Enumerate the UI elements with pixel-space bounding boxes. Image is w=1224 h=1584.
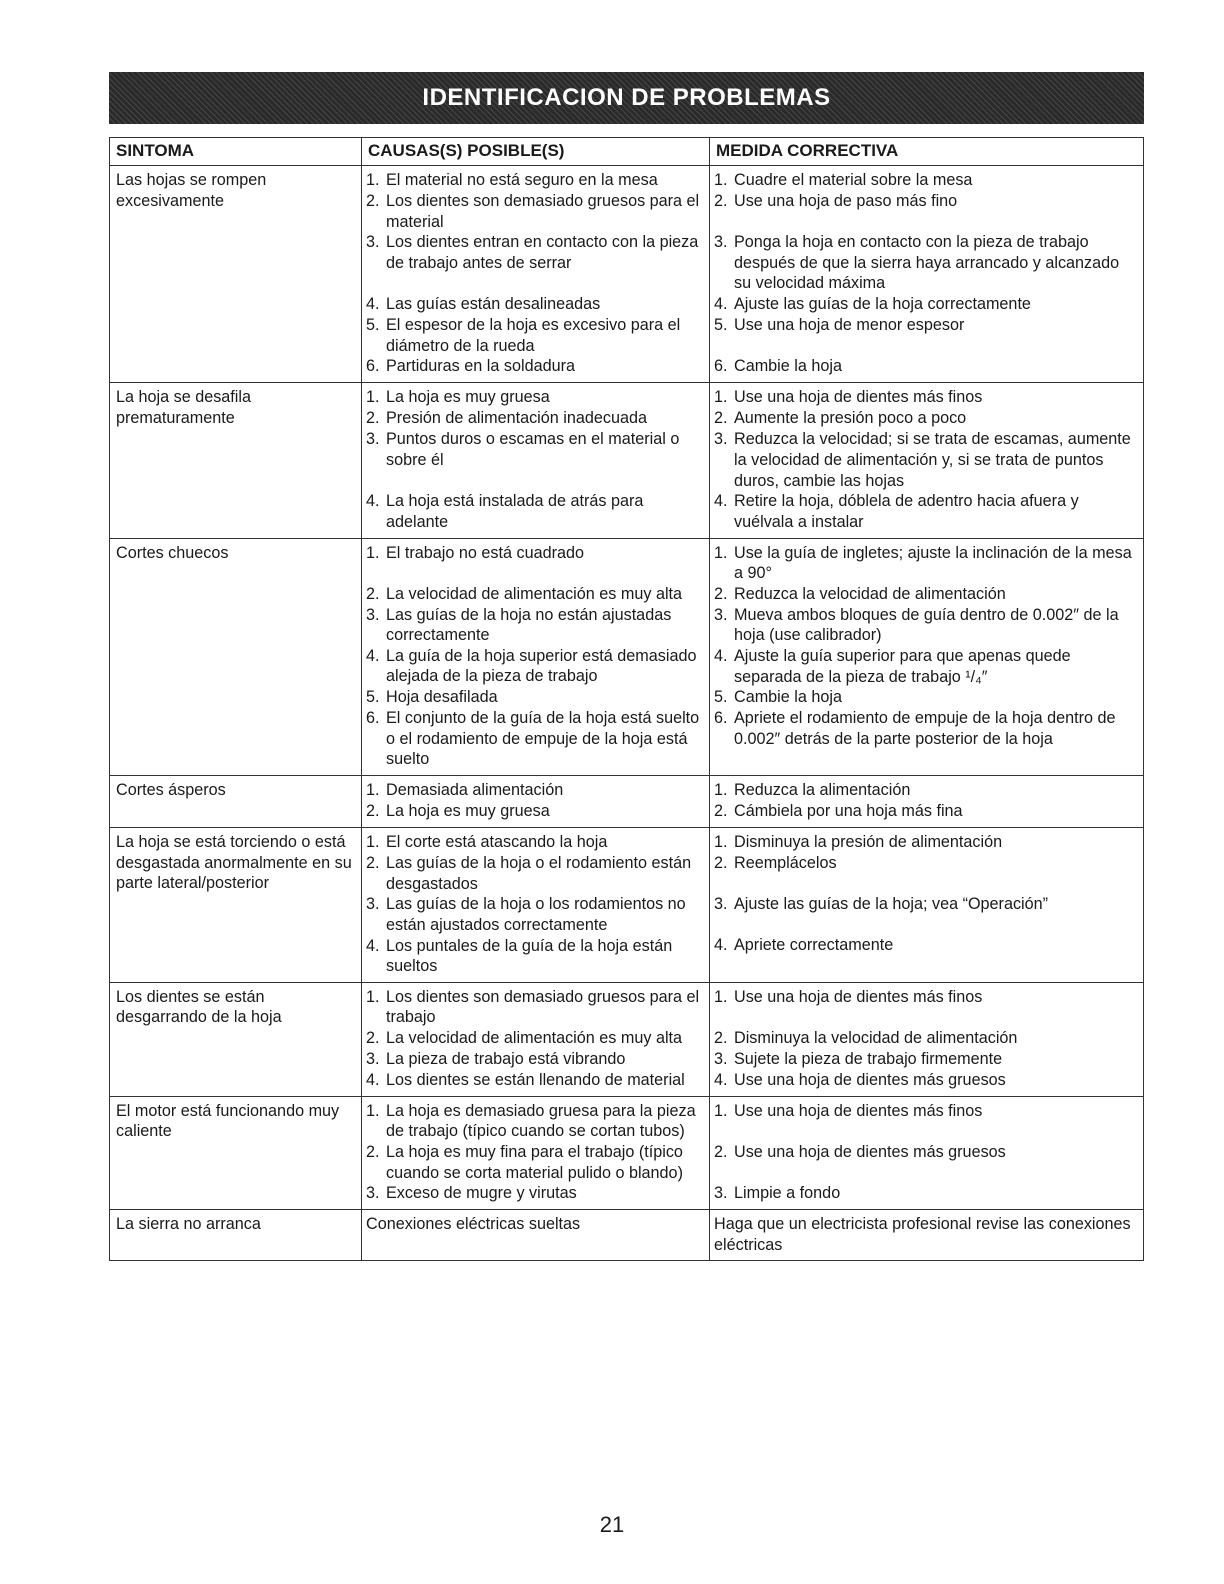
remedy-item-text: Cuadre el material sobre la mesa xyxy=(734,171,973,189)
remedy-item-text: Use una hoja de dientes más finos xyxy=(734,987,983,1006)
cause-item-number: 3. xyxy=(366,233,380,252)
remedy-item xyxy=(714,1101,1140,1142)
cause-item xyxy=(366,987,706,1028)
symptom-cell: Los dientes se están desgarrando de la hoja xyxy=(110,982,362,1096)
remedy-item xyxy=(714,429,1140,491)
remedy-item xyxy=(714,894,1140,935)
remedy-item-text: Ponga la hoja en contacto con la pieza de trabajo después de que la sierra haya arrancado y alcanzado su velocidad máxima xyxy=(734,233,1120,293)
remedy-item-text: Use una hoja de dientes más gruesos xyxy=(734,1070,1006,1089)
remedy-item-number: 5. xyxy=(714,688,728,707)
remedy-cell xyxy=(710,776,1144,828)
remedy-item xyxy=(714,1142,1140,1183)
table-row xyxy=(110,166,1144,383)
remedy-item-number: 1. xyxy=(714,388,728,407)
cause-item-number: 2. xyxy=(366,854,380,873)
cause-item-number: 3. xyxy=(366,605,380,624)
remedy-item xyxy=(714,1183,1140,1204)
remedy-item-number: 2. xyxy=(714,584,728,603)
remedy-item-number: 2. xyxy=(714,1142,728,1161)
title-banner xyxy=(109,72,1144,124)
remedy-cell xyxy=(710,1096,1144,1209)
remedy-item-text: Sujete la pieza de trabajo firmemente xyxy=(734,1049,1003,1068)
cause-item xyxy=(366,429,706,491)
remedy-item-number: 1. xyxy=(714,781,728,800)
cause-item-text: El corte está atascando la hoja xyxy=(386,833,608,852)
table-row xyxy=(110,828,1144,983)
cause-item-number: 2. xyxy=(366,192,380,210)
remedy-item-number: 4. xyxy=(714,492,728,511)
remedy-item xyxy=(714,315,1140,356)
remedy-item-text: Haga que un electricista profesional revise las conexiones eléctricas xyxy=(714,1215,1131,1254)
remedy-item-text: Mueva ambos bloques de guía dentro de 0.002″ de la hoja (use calibrador) xyxy=(734,605,1119,645)
page-number: 21 xyxy=(599,1512,625,1537)
cause-item-text: Las guías están desalineadas xyxy=(386,295,601,314)
cause-item xyxy=(366,408,706,429)
cause-cell xyxy=(362,1096,710,1209)
cause-item xyxy=(366,491,706,532)
cause-item-text: Los dientes son demasiado gruesos para el trabajo xyxy=(386,987,700,1027)
remedy-item xyxy=(714,687,1140,708)
remedy-cell xyxy=(710,1210,1144,1261)
remedy-item-number: 3. xyxy=(714,895,728,914)
remedy-item-text: Use una hoja de menor espesor xyxy=(734,316,965,334)
remedy-item-text: Cámbiela por una hoja más fina xyxy=(734,802,963,821)
cause-item xyxy=(366,605,706,646)
remedy-item-text: Cambie la hoja xyxy=(734,688,842,707)
cause-item-number: 2. xyxy=(366,1143,380,1162)
remedy-item-number: 3. xyxy=(714,605,728,624)
cause-item-number: 1. xyxy=(366,1101,380,1120)
remedy-item xyxy=(714,584,1140,605)
remedy-item-number: 1. xyxy=(714,171,728,189)
table-row xyxy=(110,383,1144,538)
remedy-item-number: 2. xyxy=(714,1028,728,1047)
remedy-item-text: Cambie la hoja xyxy=(734,357,842,375)
cause-item-text: Las guías de la hoja o los rodamientos no están ajustados correctamente xyxy=(386,895,686,934)
remedy-cell xyxy=(710,383,1144,538)
cause-item-text: Las guías de la hoja o el rodamiento están desgastados xyxy=(386,854,692,893)
cause-item-text: La hoja es muy gruesa xyxy=(386,802,550,821)
cause-item xyxy=(366,315,706,356)
table-row xyxy=(110,538,1144,776)
cause-item-text: El conjunto de la guía de la hoja está suelto o el rodamiento de empuje de la hoja está suelto xyxy=(386,708,700,769)
remedy-item-number: 4. xyxy=(714,295,728,313)
cause-item-number: 1. xyxy=(366,171,380,189)
cause-item-number: 3. xyxy=(366,430,380,449)
symptom-cell: La hoja se está torciendo o está desgastada anormalmente en su parte lateral/posterior xyxy=(110,828,362,983)
remedy-item-text: Apriete el rodamiento de empuje de la hoja dentro de 0.002″ detrás de la parte posterior de la hoja xyxy=(734,709,1116,748)
remedy-item-text: Use una hoja de dientes más finos xyxy=(734,388,983,407)
cause-item-number: 6. xyxy=(366,357,380,376)
remedy-item-text: Aumente la presión poco a poco xyxy=(734,409,967,428)
cause-item xyxy=(366,1214,706,1255)
cause-item-number: 2. xyxy=(366,1028,380,1047)
remedy-cell xyxy=(710,538,1144,776)
cause-item-text: El espesor de la hoja es excesivo para el diámetro de la rueda xyxy=(386,316,681,355)
cause-item-text: La velocidad de alimentación es muy alta xyxy=(386,584,683,603)
remedy-item xyxy=(714,605,1140,646)
cause-item-number: 4. xyxy=(366,646,380,665)
remedy-item xyxy=(714,170,1140,191)
table-body xyxy=(110,166,1144,1261)
cause-cell xyxy=(362,828,710,983)
cause-item xyxy=(366,936,706,977)
remedy-item xyxy=(714,708,1140,770)
header-remedy: MEDIDA CORRECTIVA xyxy=(710,138,1144,166)
table-row xyxy=(110,1096,1144,1209)
remedy-item-number: 4. xyxy=(714,936,728,955)
remedy-item xyxy=(714,853,1140,894)
cause-item-text: Exceso de mugre y virutas xyxy=(386,1184,577,1203)
cause-item xyxy=(366,356,706,377)
remedy-item-text: Use una hoja de dientes más finos xyxy=(734,1101,983,1120)
header-symptom: SINTOMA xyxy=(110,138,362,166)
remedy-item-number: 1. xyxy=(714,1101,728,1120)
remedy-item xyxy=(714,1214,1140,1255)
remedy-item-text: Limpie a fondo xyxy=(734,1183,841,1202)
remedy-item xyxy=(714,294,1140,315)
cause-item xyxy=(366,584,706,605)
remedy-item-number: 2. xyxy=(714,802,728,821)
cause-item-text: Los dientes se están llenando de material xyxy=(386,1070,685,1089)
cause-item xyxy=(366,894,706,935)
remedy-item-number: 4. xyxy=(714,646,728,665)
cause-item xyxy=(366,191,706,232)
remedy-item xyxy=(714,935,1140,976)
cause-item xyxy=(366,1142,706,1183)
cause-cell xyxy=(362,538,710,776)
header-cause: CAUSAS(S) POSIBLE(S) xyxy=(362,138,710,166)
cause-item-number: 5. xyxy=(366,316,380,335)
cause-item xyxy=(366,1070,706,1091)
header-row xyxy=(110,138,1144,166)
remedy-item-text: Retire la hoja, dóblela de adentro hacia afuera y vuélvala a instalar xyxy=(734,492,1079,531)
cause-item xyxy=(366,708,706,770)
remedy-item-text: Ajuste la guía superior para que apenas quede separada de la pieza de trabajo ¹/₄″ xyxy=(734,646,1071,686)
remedy-item xyxy=(714,780,1140,801)
cause-item-number: 4. xyxy=(366,936,380,955)
cause-item-number: 4. xyxy=(366,492,380,511)
cause-item xyxy=(366,170,706,191)
remedy-item-text: Disminuya la velocidad de alimentación xyxy=(734,1028,1018,1047)
cause-cell xyxy=(362,776,710,828)
cause-item-number: 1. xyxy=(366,987,380,1006)
remedy-item-number: 3. xyxy=(714,1049,728,1068)
cause-item-number: 1. xyxy=(366,781,380,800)
cause-item xyxy=(366,1049,706,1070)
cause-item-text: Conexiones eléctricas sueltas xyxy=(366,1215,581,1234)
cause-item xyxy=(366,232,706,294)
remedy-item xyxy=(714,832,1140,853)
remedy-item xyxy=(714,543,1140,584)
cause-item-text: La hoja está instalada de atrás para adelante xyxy=(386,492,644,531)
remedy-item-number: 3. xyxy=(714,430,728,449)
cause-item-number: 4. xyxy=(366,295,380,314)
remedy-item xyxy=(714,801,1140,822)
cause-item-text: El material no está seguro en la mesa xyxy=(386,171,658,189)
remedy-item-number: 6. xyxy=(714,709,728,728)
cause-item-text: Demasiada alimentación xyxy=(386,781,564,800)
cause-item-text: La hoja es muy gruesa xyxy=(386,388,550,407)
remedy-item xyxy=(714,646,1140,687)
remedy-item-text: Use una hoja de paso más fino xyxy=(734,192,958,210)
cause-item-text: Puntos duros o escamas en el material o sobre él xyxy=(386,430,680,469)
remedy-item-number: 3. xyxy=(714,233,728,251)
remedy-item xyxy=(714,1070,1140,1091)
remedy-cell xyxy=(710,982,1144,1096)
cause-item-number: 1. xyxy=(366,833,380,852)
cause-item-text: Hoja desafilada xyxy=(386,687,498,706)
symptom-cell: Cortes chuecos xyxy=(110,538,362,776)
cause-item-number: 4. xyxy=(366,1070,380,1089)
cause-item-number: 6. xyxy=(366,708,380,727)
remedy-item-text: Apriete correctamente xyxy=(734,936,894,955)
symptom-cell: El motor está funcionando muy caliente xyxy=(110,1096,362,1209)
remedy-item-text: Ajuste las guías de la hoja; vea “Operación” xyxy=(734,895,1049,914)
remedy-item-number: 5. xyxy=(714,316,728,334)
remedy-item xyxy=(714,1049,1140,1070)
cause-item xyxy=(366,687,706,708)
cause-item xyxy=(366,387,706,408)
cause-item xyxy=(366,832,706,853)
remedy-item xyxy=(714,408,1140,429)
remedy-item-text: Reduzca la alimentación xyxy=(734,781,911,800)
remedy-item-number: 1. xyxy=(714,987,728,1006)
cause-item xyxy=(366,801,706,822)
cause-item-text: Las guías de la hoja no están ajustadas correctamente xyxy=(386,605,672,645)
remedy-cell xyxy=(710,166,1144,383)
cause-item-text: Los dientes entran en contacto con la pieza de trabajo antes de serrar xyxy=(386,233,699,272)
cause-item-text: Los dientes son demasiado gruesos para el material xyxy=(386,192,700,231)
remedy-item-text: Use la guía de ingletes; ajuste la inclinación de la mesa a 90° xyxy=(734,543,1132,583)
remedy-item xyxy=(714,356,1140,377)
remedy-item-text: Reemplácelos xyxy=(734,854,837,873)
table-row xyxy=(110,776,1144,828)
cause-item-number: 3. xyxy=(366,1184,380,1203)
cause-item xyxy=(366,543,706,584)
cause-item-text: La hoja es demasiado gruesa para la pieza de trabajo (típico cuando se cortan tubos) xyxy=(386,1101,696,1141)
cause-item-number: 2. xyxy=(366,409,380,428)
remedy-item-text: Reduzca la velocidad de alimentación xyxy=(734,584,1006,603)
cause-item-text: La guía de la hoja superior está demasiado alejada de la pieza de trabajo xyxy=(386,646,697,686)
cause-item-number: 1. xyxy=(366,543,380,562)
page-title: IDENTIFICACION DE PROBLEMAS xyxy=(422,84,831,111)
symptom-cell: La sierra no arranca xyxy=(110,1210,362,1261)
remedy-item xyxy=(714,987,1140,1028)
symptom-cell: Cortes ásperos xyxy=(110,776,362,828)
cause-item-text: El trabajo no está cuadrado xyxy=(386,543,584,562)
remedy-item-text: Ajuste las guías de la hoja correctamente xyxy=(734,295,1031,313)
cause-item xyxy=(366,646,706,687)
cause-item-text: Partiduras en la soldadura xyxy=(386,357,575,376)
remedy-item-number: 6. xyxy=(714,357,728,375)
cause-item-text: La velocidad de alimentación es muy alta xyxy=(386,1028,683,1047)
remedy-item-number: 2. xyxy=(714,192,728,210)
remedy-item-text: Disminuya la presión de alimentación xyxy=(734,833,1003,852)
cause-item-number: 3. xyxy=(366,895,380,914)
remedy-item xyxy=(714,191,1140,232)
remedy-item xyxy=(714,387,1140,408)
cause-item-text: Presión de alimentación inadecuada xyxy=(386,409,647,428)
cause-item-text: Los puntales de la guía de la hoja están sueltos xyxy=(386,936,673,976)
remedy-item-number: 4. xyxy=(714,1070,728,1089)
symptom-cell: La hoja se desafila prematuramente xyxy=(110,383,362,538)
cause-cell xyxy=(362,166,710,383)
remedy-item-number: 3. xyxy=(714,1183,728,1202)
remedy-item xyxy=(714,232,1140,294)
troubleshooting-table xyxy=(109,137,1144,1261)
cause-item-number: 2. xyxy=(366,584,380,603)
cause-item-text: La pieza de trabajo está vibrando xyxy=(386,1049,626,1068)
symptom-cell: Las hojas se rompen excesivamente xyxy=(110,166,362,383)
cause-item-number: 3. xyxy=(366,1049,380,1068)
remedy-item-number: 2. xyxy=(714,409,728,428)
remedy-cell xyxy=(710,828,1144,983)
cause-item xyxy=(366,780,706,801)
cause-cell xyxy=(362,383,710,538)
table-row xyxy=(110,982,1144,1096)
cause-item xyxy=(366,1183,706,1204)
cause-cell xyxy=(362,982,710,1096)
cause-item xyxy=(366,1101,706,1142)
remedy-item-text: Reduzca la velocidad; si se trata de escamas, aumente la velocidad de alimentación y, si se trata de puntos duros, cambie las hojas xyxy=(734,430,1131,490)
remedy-item xyxy=(714,491,1140,532)
remedy-item-number: 1. xyxy=(714,833,728,852)
cause-item-number: 1. xyxy=(366,388,380,407)
cause-item xyxy=(366,1028,706,1049)
cause-item xyxy=(366,294,706,315)
remedy-item-number: 2. xyxy=(714,854,728,873)
remedy-item-number: 1. xyxy=(714,543,728,562)
table-row xyxy=(110,1210,1144,1261)
remedy-item xyxy=(714,1028,1140,1049)
cause-cell xyxy=(362,1210,710,1261)
remedy-item-text: Use una hoja de dientes más gruesos xyxy=(734,1142,1006,1161)
cause-item xyxy=(366,853,706,894)
cause-item-number: 5. xyxy=(366,687,380,706)
cause-item-text: La hoja es muy fina para el trabajo (típico cuando se corta material pulido o blando) xyxy=(386,1143,683,1182)
cause-item-number: 2. xyxy=(366,802,380,821)
